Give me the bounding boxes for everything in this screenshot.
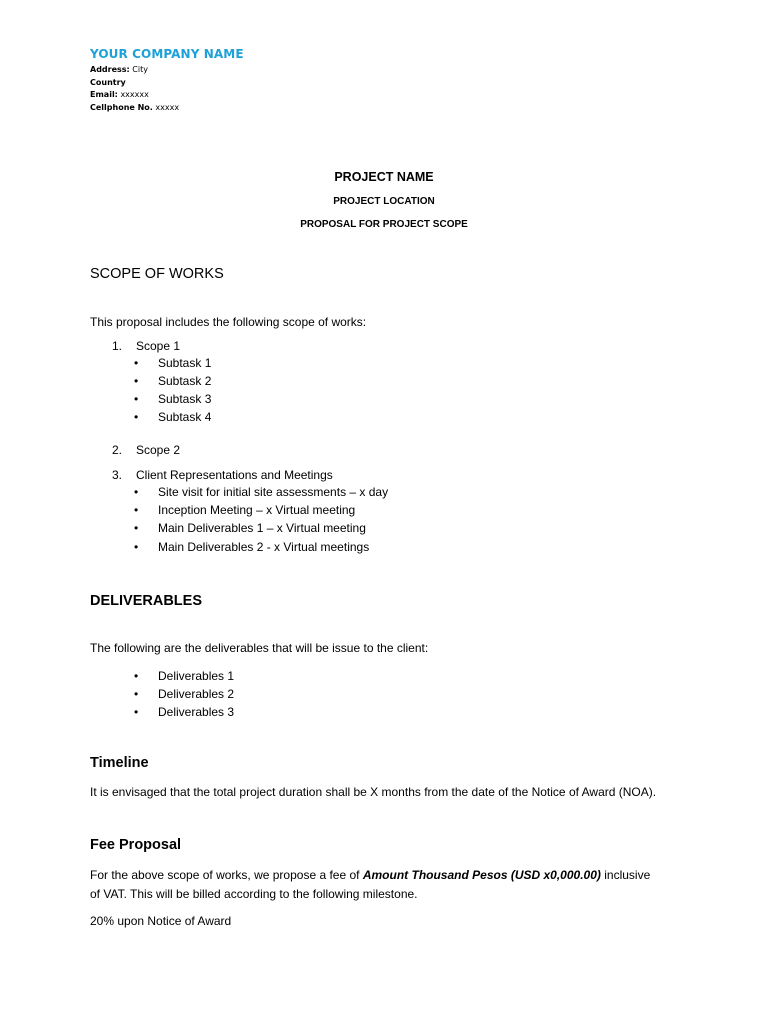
scope-item-3 — [112, 468, 333, 482]
fee-text-pre: For the above scope of works, we propose a fee of — [90, 868, 363, 882]
bullet-icon: • — [134, 540, 139, 554]
list-number: 1. — [112, 339, 123, 353]
country-line: Country — [90, 77, 126, 87]
list-item — [134, 521, 366, 535]
fee-milestone: 20% upon Notice of Award — [90, 914, 232, 928]
bullet-icon: • — [134, 485, 139, 499]
deliverables-heading: DELIVERABLES — [90, 593, 202, 609]
timeline-heading: Timeline — [90, 755, 149, 771]
bullet-icon: • — [134, 521, 139, 535]
list-item — [134, 503, 355, 517]
project-name: PROJECT NAME — [334, 170, 434, 184]
scope-item-label: Client Representations and Meetings — [136, 468, 333, 482]
fee-paragraph-line2: of VAT. This will be billed according to the following milestone. — [90, 887, 418, 901]
fee-text-post: inclusive — [600, 868, 651, 882]
fee-amount: Amount Thousand Pesos (USD x0,000.00) — [362, 868, 601, 882]
deliverable-label: Deliverables 3 — [158, 705, 235, 719]
subtask-label: Subtask 3 — [158, 392, 212, 406]
subtask-label: Subtask 1 — [158, 356, 212, 370]
address-value: City — [132, 65, 148, 74]
bullet-icon: • — [134, 356, 139, 370]
company-name: YOUR COMPANY NAME — [90, 47, 244, 61]
subtask-label: Inception Meeting – x Virtual meeting — [158, 503, 356, 517]
fee-heading: Fee Proposal — [90, 837, 182, 853]
list-item — [134, 392, 211, 406]
project-location: PROJECT LOCATION — [333, 196, 435, 207]
subtask-label: Subtask 4 — [158, 410, 212, 424]
bullet-icon: • — [134, 705, 139, 719]
scope-heading: SCOPE OF WORKS — [90, 266, 224, 282]
list-item — [134, 687, 234, 701]
address-label: Address: — [90, 65, 130, 74]
bullet-icon: • — [134, 503, 139, 517]
subtask-label: Main Deliverables 2 - x Virtual meetings — [158, 540, 370, 554]
bullet-icon: • — [134, 392, 139, 406]
timeline-text: It is envisaged that the total project duration shall be X months from the date of the Notice of Award (NOA). — [90, 785, 657, 799]
scope-intro: This proposal includes the following scope of works: — [90, 315, 367, 329]
list-item — [134, 485, 388, 499]
scope-item-2 — [112, 443, 180, 457]
deliverables-intro: The following are the deliverables that will be issue to the client: — [90, 641, 429, 655]
list-item — [134, 410, 211, 424]
subtask-label: Site visit for initial site assessments – x day — [158, 485, 389, 499]
fee-paragraph — [90, 866, 650, 885]
list-item — [134, 705, 234, 719]
list-number: 3. — [112, 468, 123, 482]
list-item — [134, 374, 211, 388]
subtask-label: Subtask 2 — [158, 374, 212, 388]
contact-block — [90, 64, 244, 114]
bullet-icon: • — [134, 410, 139, 424]
list-number: 2. — [112, 443, 123, 457]
proposal-title: PROPOSAL FOR PROJECT SCOPE — [300, 219, 468, 230]
deliverable-label: Deliverables 1 — [158, 669, 235, 683]
list-item — [134, 669, 234, 683]
scope-item-label: Scope 2 — [136, 443, 181, 457]
address-line — [90, 64, 244, 77]
company-header — [90, 47, 244, 114]
cellphone-label: Cellphone No. — [90, 102, 153, 112]
list-item — [134, 356, 211, 370]
cellphone-value: xxxxx — [155, 102, 180, 112]
subtask-label: Main Deliverables 1 – x Virtual meeting — [158, 521, 366, 535]
scope-item-1 — [112, 339, 180, 353]
scope-item-label: Scope 1 — [136, 339, 181, 353]
cellphone-line — [90, 102, 244, 115]
bullet-icon: • — [134, 374, 139, 388]
email-line — [90, 89, 244, 102]
deliverable-label: Deliverables 2 — [158, 687, 235, 701]
bullet-icon: • — [134, 669, 139, 683]
bullet-icon: • — [134, 687, 139, 701]
list-item — [134, 540, 369, 554]
email-value: xxxxxx — [120, 90, 149, 99]
email-label: Email: — [90, 90, 118, 99]
